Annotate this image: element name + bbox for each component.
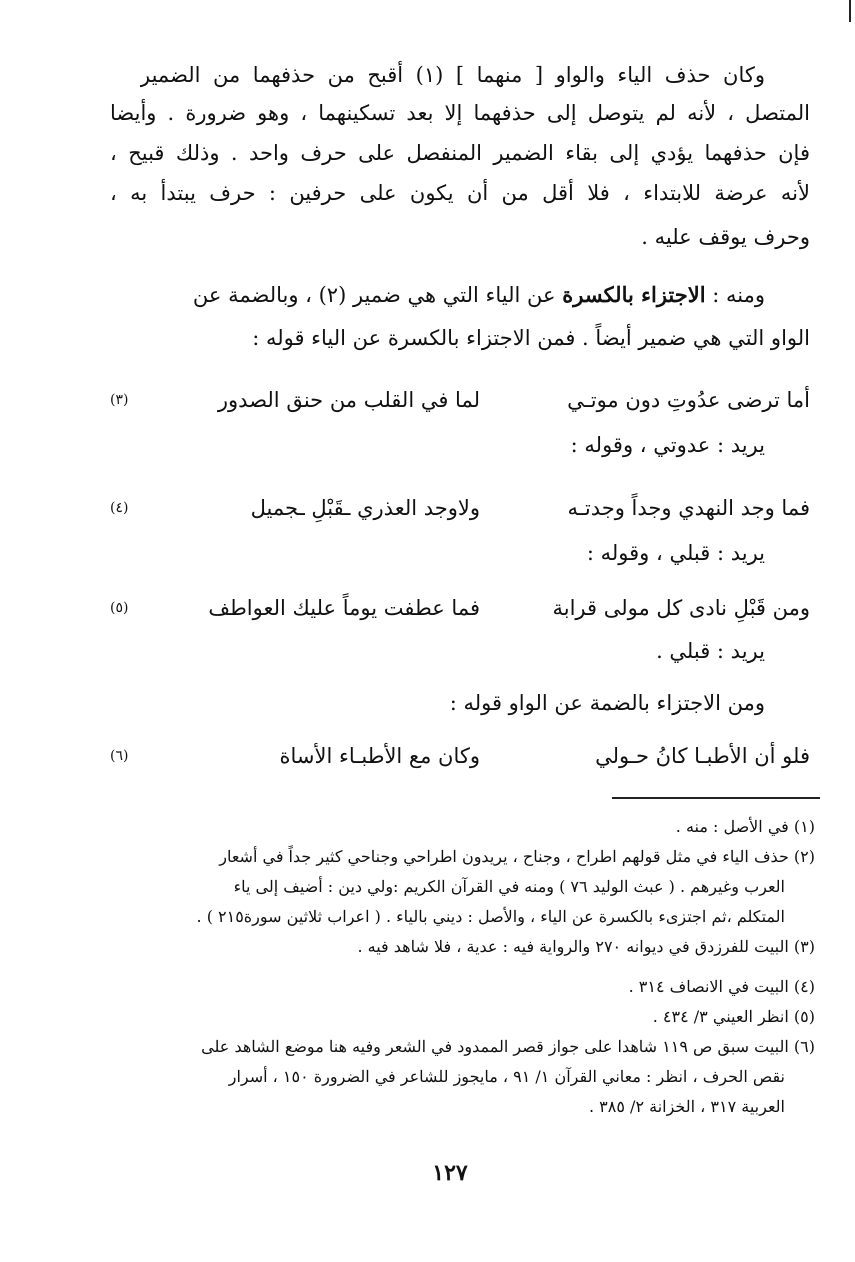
footnote-6: (٦) البيت سبق ص ١١٩ شاهدا على جواز قصر الممدود في الشعر وفيه هنا موضع الشاهد على: [201, 1037, 815, 1056]
p2-bold-term: الاجتزاء بالكسرة: [562, 282, 706, 307]
footnote-2-line-3: المتكلم ،ثم اجتزىء بالكسرة عن الياء ، والأصل : ديني بالياء . ( اعراب ثلاثين سورة٢١٥ ) .: [196, 907, 785, 926]
page-number: ١٢٧: [432, 1160, 468, 1186]
p2-start: ومنه :: [712, 283, 765, 307]
footnote-1: (١) في الأصل : منه .: [675, 817, 815, 836]
body-line-5: وحرف يوقف عليه .: [641, 225, 810, 249]
verse-4-first-hemistich: فلو أن الأطبـا كانُ حـولي: [595, 744, 810, 768]
footnote-3: (٣) البيت للفرزدق في ديوانه ٢٧٠ والرواية فيه : عدية ، فلا شاهد فيه .: [357, 937, 815, 956]
footnote-6-line-2: نقص الحرف ، انظر : معاني القرآن ١/ ٩١ ، مايجوز للشاعر في الضرورة ١٥٠ ، أسرار: [228, 1067, 785, 1086]
body-line-p3: ومن الاجتزاء بالضمة عن الواو قوله :: [449, 691, 765, 715]
verse-3-footnote-ref: (٥): [110, 600, 129, 616]
verse-1-second-hemistich: لما في القلب من حنق الصدور: [217, 388, 480, 412]
verse-3-first-hemistich: ومن قَبْلِ نادى كل مولى قرابة: [552, 596, 810, 620]
verse-4-second-hemistich: وكان مع الأطبـاء الأساة: [279, 744, 480, 768]
footnote-2: (٢) حذف الياء في مثل قولهم اطراح ، وجناح ، يريدون اطراحي وجناحي كثير جداً في أشعار: [219, 847, 815, 866]
verse-1: [110, 382, 810, 418]
footnote-6-line-3: العربية ٣١٧ ، الخزانة ٢/ ٣٨٥ .: [589, 1097, 785, 1116]
verse-1-footnote-ref: (٣): [110, 392, 129, 408]
body-line-7: الواو التي هي ضمير أيضاً . فمن الاجتزاء بالكسرة عن الياء قوله :: [252, 326, 810, 350]
verse-2: [110, 490, 810, 526]
verse-4-footnote-ref: (٦): [110, 748, 129, 764]
verse-3: [110, 590, 810, 626]
body-line-6: [110, 280, 765, 310]
footnote-separator: [612, 797, 820, 799]
body-line-3: فإن حذفهما يؤدي إلى بقاء الضمير المنفصل على حرف واحد . وذلك قبيح ،: [110, 141, 810, 165]
yurid-1: يريد : عدوتي ، وقوله :: [570, 433, 765, 457]
footnote-5: (٥) انظر العيني ٣/ ٤٣٤ .: [652, 1007, 815, 1026]
body-line-2: المتصل ، لأنه لم يتوصل إلى حذفهما إلا بعد تسكينهما ، وهو ضرورة . وأيضا: [110, 101, 810, 125]
body-line-1: وكان حذف الياء والواو [ منهما ] (١) أقبح من حذفهما من الضمير: [140, 63, 765, 87]
yurid-2: يريد : قبلي ، وقوله :: [586, 541, 765, 565]
verse-2-first-hemistich: فما وجد النهدي وجداً وجدتـه: [567, 496, 810, 520]
margin-mark: [849, 0, 851, 22]
p2-rest: عن الياء التي هي ضمير (٢) ، وبالضمة عن: [192, 283, 556, 307]
footnote-2-line-2: العرب وغيرهم . ( عبث الوليد ٧٦ ) ومنه في القرآن الكريم :ولي دين : أضيف إلى ياء: [233, 877, 785, 896]
verse-3-second-hemistich: فما عطفت يوماً عليك العواطف: [208, 596, 480, 620]
yurid-3: يريد : قبلي .: [656, 639, 765, 663]
verse-4: [110, 738, 810, 774]
body-line-4: لأنه عرضة للابتداء ، فلا أقل من أن يكون على حرفين : حرف يبتدأ به ،: [110, 181, 810, 205]
verse-2-footnote-ref: (٤): [110, 500, 129, 516]
verse-1-first-hemistich: أما ترضى عدُوتِ دون موتـي: [567, 388, 810, 412]
verse-2-second-hemistich: ولاوجد العذري ـقَبْلِ ـجميل: [250, 496, 480, 520]
footnote-4: (٤) البيت في الانصاف ٣١٤ .: [628, 977, 815, 996]
